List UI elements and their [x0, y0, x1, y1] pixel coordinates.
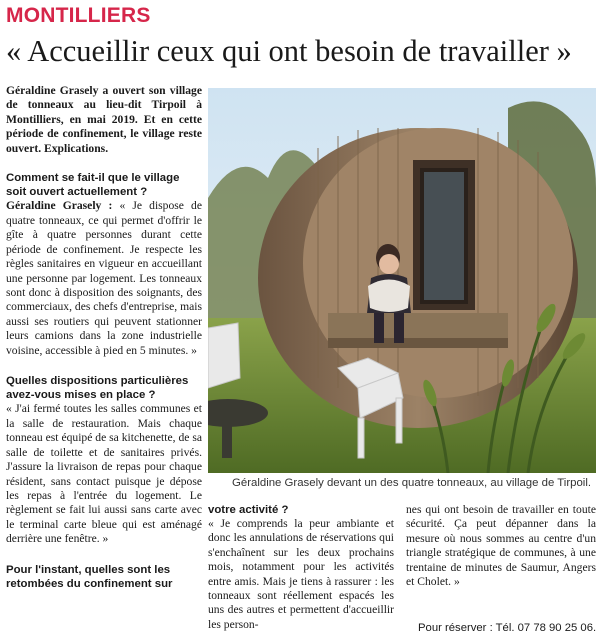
- answer-2: « J'ai fermé toutes les salles communes et la salle de restauration. Mais chaque tonneau est équipé de sa kitchenette, de sa salle de toilette et de sanitaires privés. J'assure la livraison de repas pour chaque résident, sans contact puisque je dépose les repas à l'entrée du logement. Le règlement se fait lui aussi sans carte avec le terminal carte bleue qui est aménagé derrière une fenêtre. »: [6, 402, 202, 546]
- photo-caption: Géraldine Grasely devant un des quatre tonneaux, au village de Tirpoil.: [232, 477, 592, 489]
- reservation-phone: Pour réserver : Tél. 07 78 90 25 06.: [418, 622, 597, 634]
- article-column-middle: [208, 503, 394, 632]
- answer-1: [6, 199, 202, 358]
- answer-3-part-1: « Je comprends la peur ambiante et donc les annulations de réservations qui s'enchaînent sur les deux prochains mois, notamment pour les activités entre amis. Mais je tiens à rassurer : les tonneaux sont réellement espacés les uns des autres et permettent d'accueillir les person-: [208, 517, 394, 631]
- article-column-left: [6, 84, 202, 591]
- question-3-start: Pour l'instant, quelles sont les retombées du confinement sur: [6, 563, 173, 590]
- photo-illustration: [208, 88, 596, 473]
- question-1: Comment se fait-il que le village soit ouvert actuellement ?: [6, 172, 180, 199]
- article-column-right: [406, 503, 596, 589]
- article-headline: « Accueillir ceux qui ont besoin de travailler »: [6, 34, 572, 68]
- answer-3-part-2: nes qui ont besoin de travailler en toute sécurité. Ça peut dépanner dans la mesure où nous sommes au centre d'un triangle stratégique de communes, à une trentaine de minutes de Saumur, Angers et Cholet. »: [406, 503, 596, 589]
- speaker-name: Géraldine Grasely :: [6, 199, 113, 213]
- article-photo: [208, 88, 596, 473]
- answer-1-text: « Je dispose de quatre tonneaux, ce qui permet d'offrir le gîte à quatre personnes durant cette période de confinement. Je respecte les règles sanitaires en vigueur en accueillant une personne par logement. Les tonneaux sont donc à disposition des soignants, des commerciaux, des chefs d'entreprise, mais aussi ses routiers qui peuvent stationner leurs camions dans la zone industrielle voisine, accessible à pied en 5 minutes. »: [6, 199, 202, 357]
- question-2: Quelles dispositions particulières avez-vous mises en place ?: [6, 375, 189, 402]
- question-3-end: votre activité ?: [208, 504, 289, 516]
- section-kicker: MONTILLIERS: [6, 4, 151, 27]
- article-intro: Géraldine Grasely a ouvert son village de tonneaux au lieu-dit Tirpoil à Montilliers, en mai 2019. Et en cette période de confinement, le village reste ouvert. Explications.: [6, 84, 202, 155]
